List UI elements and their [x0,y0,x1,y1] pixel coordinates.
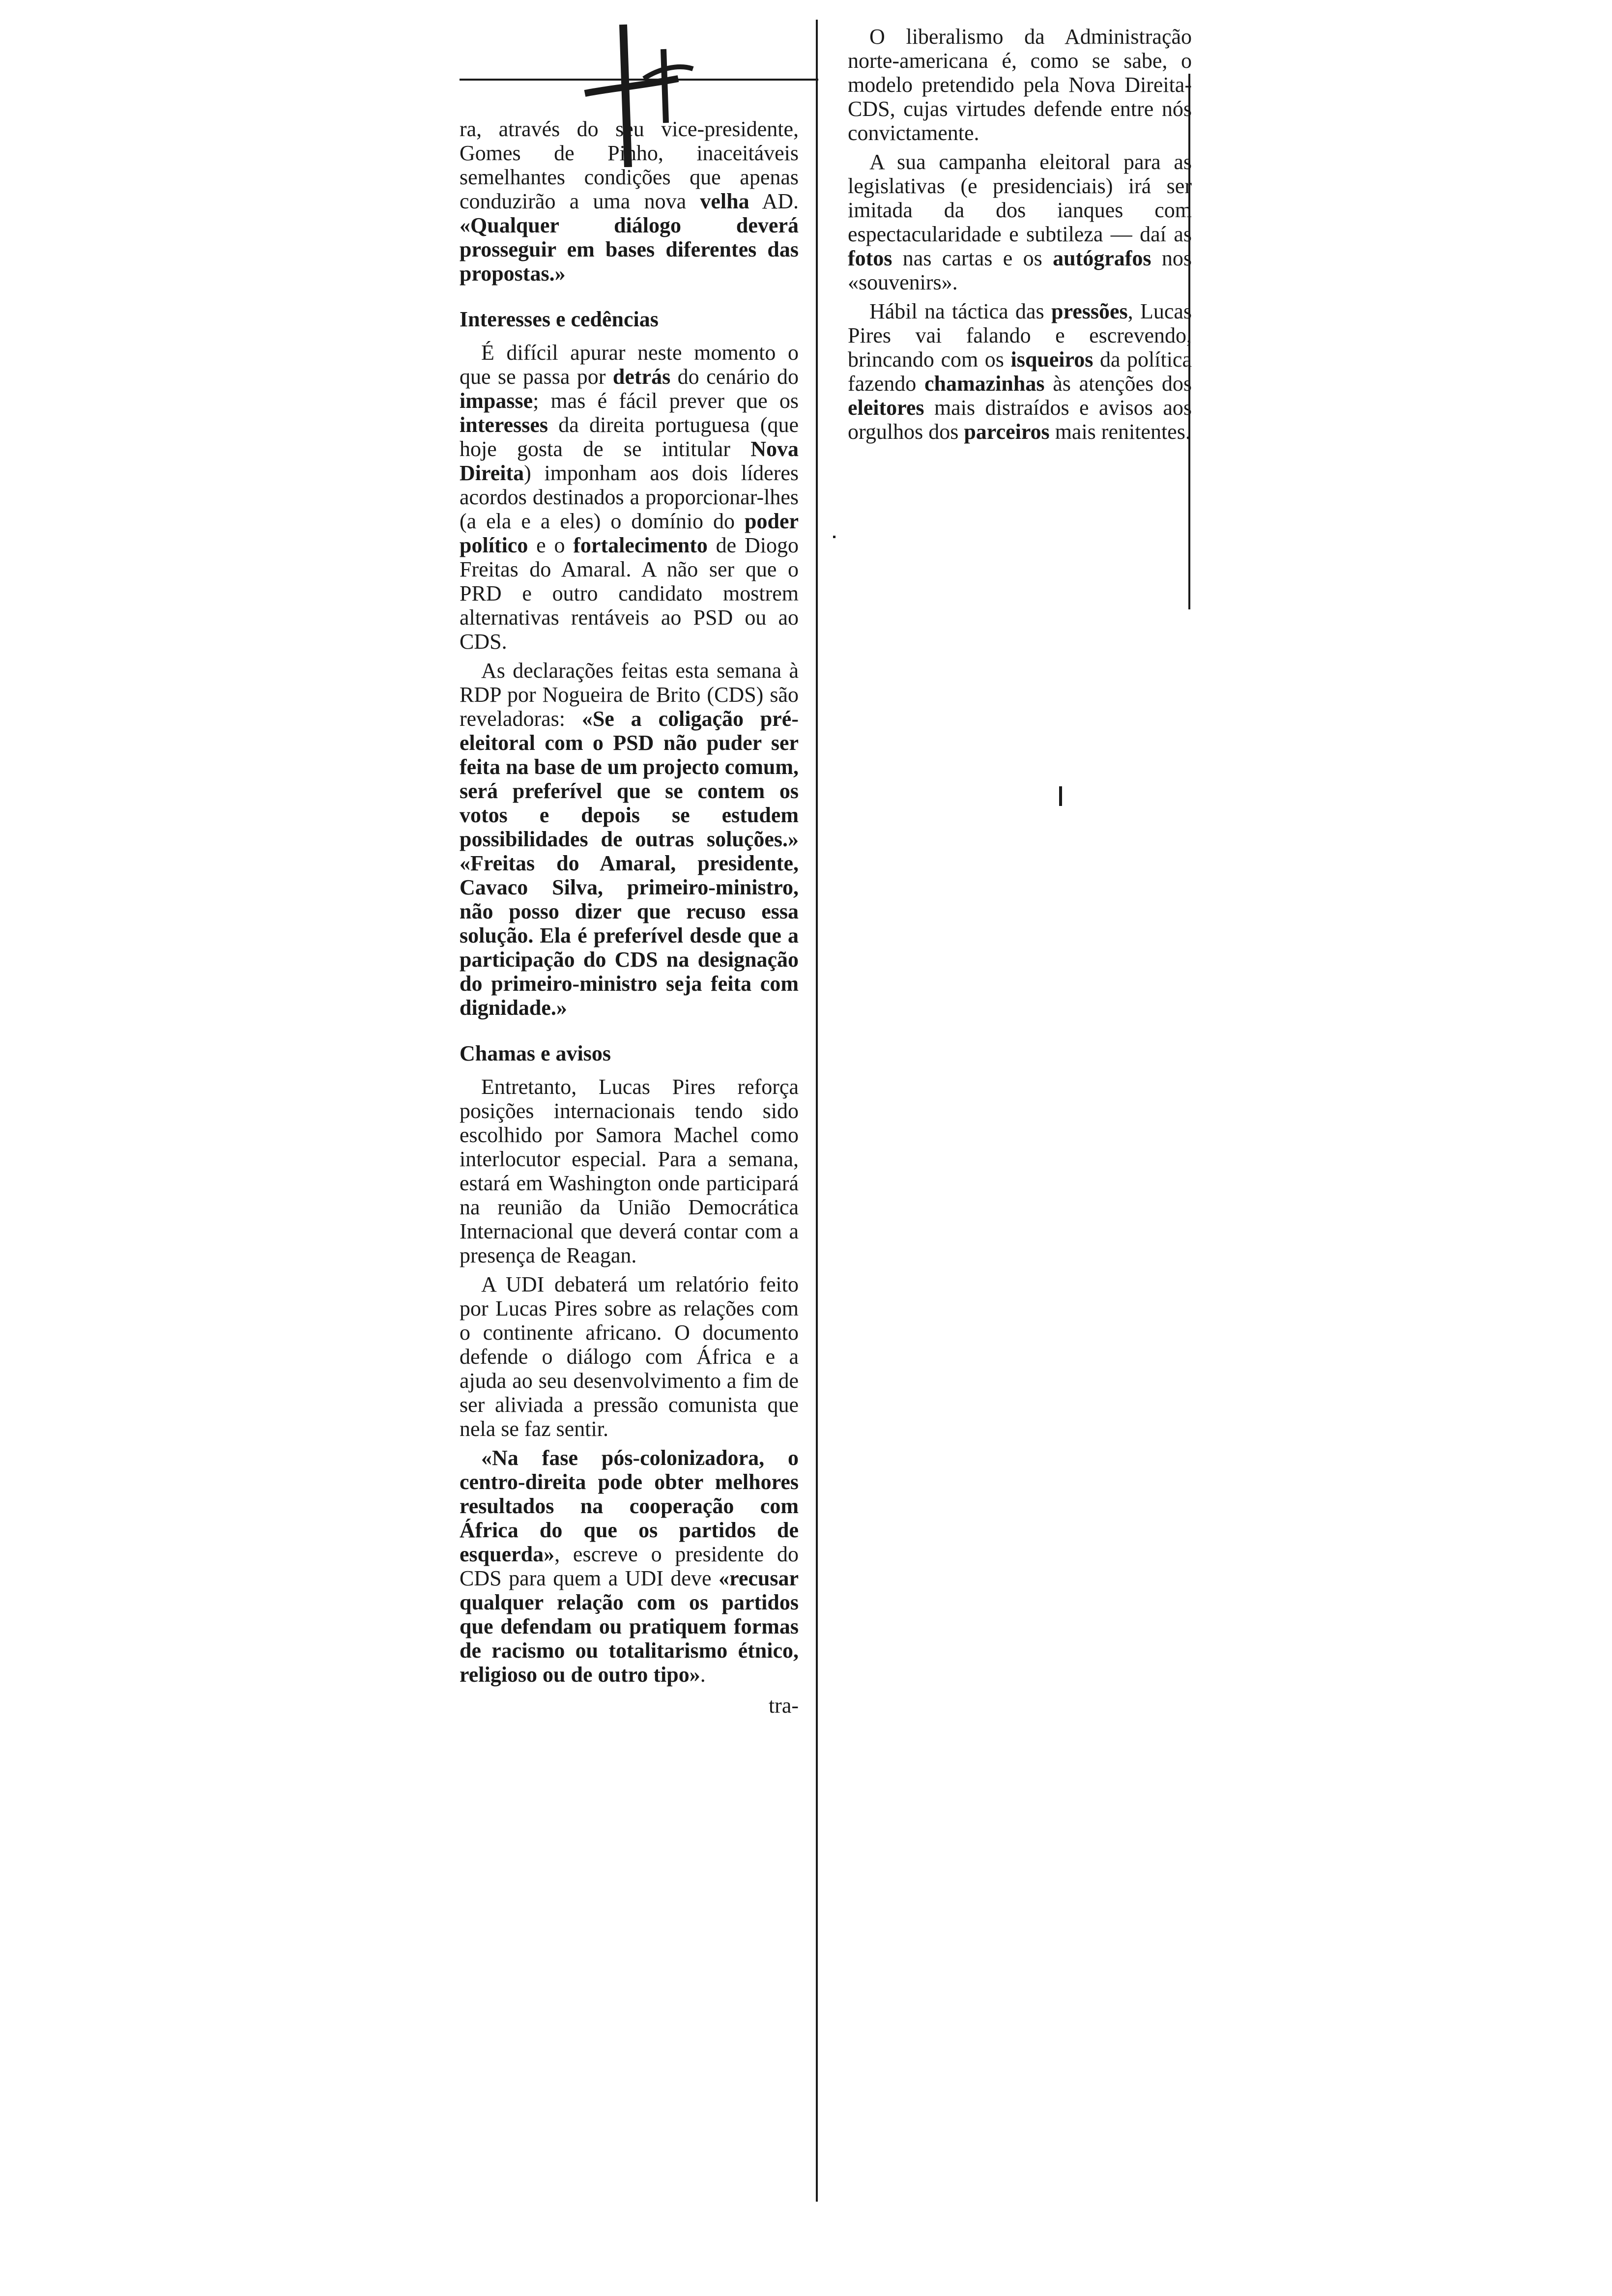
text-run: e o [528,533,574,557]
paragraph [460,1446,799,1687]
text-run: nos «souvenirs». [848,246,1192,294]
bold-run: isqueiros [1010,347,1094,372]
text-run: É difícil apurar neste momento o que se passa por [460,341,799,389]
bold-run: impasse [460,389,533,413]
bold-quote: «recusar qualquer relação com os partidos que defendam ou pratiquem formas de racismo ou totalitarismo étnico, religioso ou de outro tipo» [460,1566,799,1687]
text-run: de Diogo Freitas do Amaral. A não ser que o PRD e outro candidato mostrem alternativas rentáveis ao PSD ou ao CDS. [460,533,799,654]
text-run: As declarações feitas esta semana à RDP por Nogueira de Brito (CDS) são reveladoras: [460,659,799,731]
paragraph [460,341,799,654]
text-run: do cenário do [670,365,799,389]
paragraph [848,299,1192,444]
bold-quote: «Na fase pós-colonizadora, o centro-direita pode obter melhores resultados na cooperação com África do que os partidos de esquerda» [460,1446,799,1566]
bold-run: autógrafos [1053,246,1151,270]
bold-run: fotos [848,246,892,270]
section-heading: Chamas e avisos [460,1041,611,1065]
paragraph [460,117,799,286]
section-heading: Interesses e cedências [460,307,659,331]
bold-quote: «Se a coligação pré-eleitoral com o PSD não puder ser feita na base de um projecto comum, será preferível que se contem os votos e depois se estudem possibilidades de outras soluções.» «Freitas do Amaral, presidente, Cavaco Silva, primeiro-ministro, não posso dizer que recuso essa solução. Ela é preferível desde que a participação do CDS na designação do primeiro-ministro seja feita com dignidade.» [460,707,799,1020]
text-run: da direita portuguesa (que hoje gosta de se intitular [460,413,799,461]
paragraph [848,150,1192,294]
text-run: A sua campanha eleitoral para as legislativas (e presidenciais) irá ser imitada da dos ianques com espectacularidade e subtileza — daí as [848,150,1192,246]
bold-run: Nova Direita [460,437,799,485]
paragraph [460,659,799,1020]
text-run: ra, através do seu vice-presidente, Gomes de Pinho, inaceitáveis semelhantes condições que apenas conduzirão a uma nova [460,117,799,213]
article-column-right [848,25,1192,449]
text-run: Hábil na táctica das [869,299,1051,323]
text-run: mais distraídos e avisos aos orgulhos dos [848,396,1192,444]
bold-run: parceiros [964,420,1050,444]
column-divider-left [816,20,818,2202]
bold-run: interesses [460,413,548,437]
article-column-left [460,117,799,1722]
bold-run: fortalecimento [573,533,708,557]
paragraph: Entretanto, Lucas Pires reforça posições internacionais tendo sido escolhido por Samora Machel como interlocutor especial. Para a semana, estará em Washington onde participará na reunião da União Democrática Internacional que deverá contar com a presença de Reagan. [460,1075,799,1267]
bold-run: detrás [612,365,671,389]
bold-run: pressões [1051,299,1128,323]
bold-run: velha [700,189,749,213]
text-run: ) imponham aos dois líderes acordos destinados a proporcionar-lhes (a ela e a eles) o domínio do [460,461,799,533]
bold-run: poder político [460,509,799,557]
text-run: ; mas é fácil prever que os [533,389,799,413]
bold-run: chamazinhas [924,372,1045,396]
text-run: às atenções dos [1044,372,1192,396]
text-run: AD. [749,189,799,213]
paragraph: O liberalismo da Administração norte-americana é, como se sabe, o modelo pretendido pela Nova Direita-CDS, cujas virtudes defende entre nós convictamente. [848,25,1192,145]
text-run: da política fazendo [848,347,1192,396]
bold-quote: «Qualquer diálogo deverá prosseguir em bases diferentes das propostas.» [460,213,799,286]
text-run: , Lucas Pires vai falando e escrevendo, brincando com os [848,299,1192,372]
text-run: . [700,1663,706,1687]
bold-run: eleitores [848,396,924,420]
scan-speck [1059,786,1062,806]
paragraph: A UDI debaterá um relatório feito por Lucas Pires sobre as relações com o continente africano. O documento defende o diálogo com África e a ajuda ao seu desenvolvimento a fim de ser aliviada a pressão comunista que nela se faz sentir. [460,1272,799,1441]
text-run: nas cartas e os [892,246,1053,270]
scan-speck [833,536,835,538]
continuation-hyphen: tra- [768,1693,799,1718]
text-run: mais renitentes. [1049,420,1191,444]
text-run: , escreve o presidente do CDS para quem a UDI deve [460,1542,799,1590]
